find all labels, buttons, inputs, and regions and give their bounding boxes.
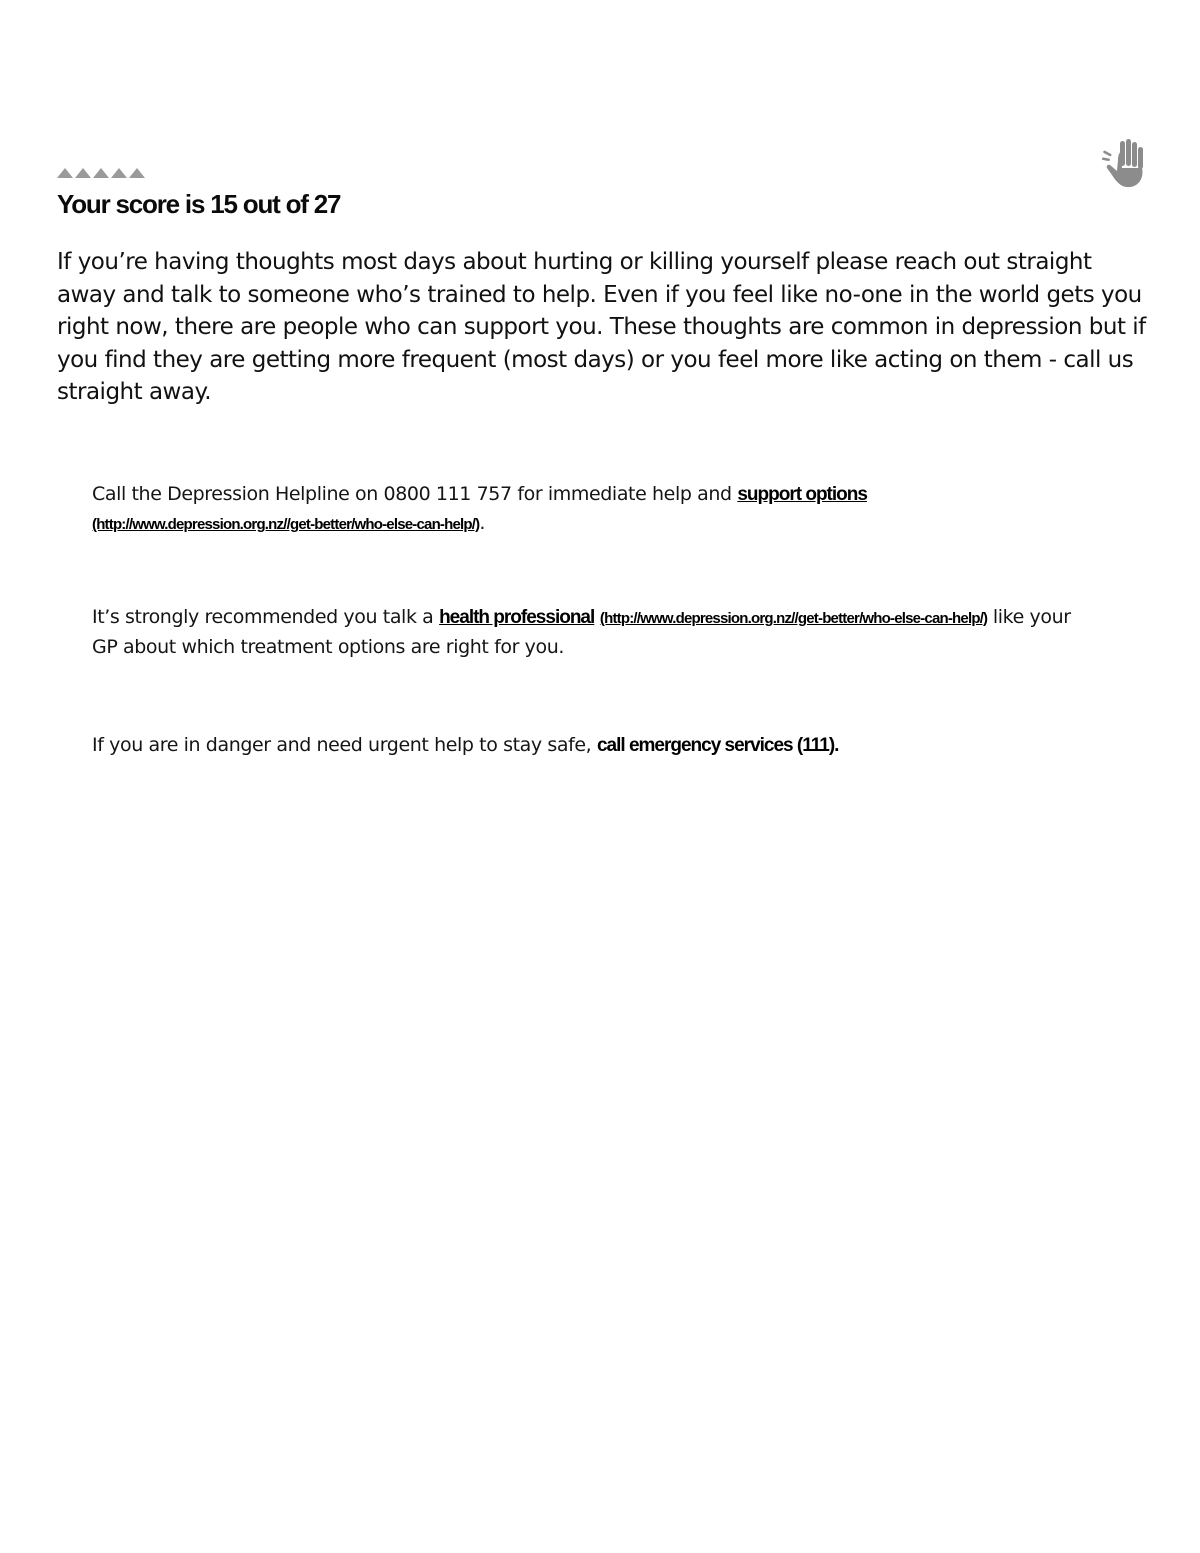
health-professional-url[interactable]: (http://www.depression.org.nz//get-better/who-else-can-help/) (599, 610, 988, 627)
support-options-link[interactable]: support options (737, 484, 867, 505)
triangle-icon (93, 168, 109, 178)
score-title: Your score is 15 out of 27 (57, 189, 341, 219)
helpline-text: Call the Depression Helpline on 0800 111 757 for immediate help and (92, 483, 738, 505)
triangle-icon (75, 168, 91, 178)
intro-paragraph: If you’re having thoughts most days about hurting or killing yourself please reach out straight away and talk to someone who’s trained to help. Even if you feel like no-one in the world gets you right now, there are people who can support you. These thoughts are common in depression but if you find they are getting more frequent (most days) or you feel more like acting on them - call us straight away. (57, 249, 1146, 405)
triangle-row-icon (57, 168, 145, 178)
professional-text-after: like your GP about which treatment options are right for you. (92, 606, 1071, 658)
helpline-paragraph (92, 480, 1092, 539)
triangle-icon (111, 168, 127, 178)
triangle-icon (57, 168, 73, 178)
emergency-paragraph (92, 731, 1092, 760)
emergency-text: If you are in danger and need urgent help to stay safe, (92, 734, 597, 756)
triangle-icon (129, 168, 145, 178)
support-options-url[interactable]: (http://www.depression.org.nz//get-better/who-else-can-help/) (92, 516, 480, 533)
health-professional-link[interactable]: health professional (439, 607, 595, 628)
emergency-services-text: call emergency services (111). (596, 735, 839, 756)
professional-text: It’s strongly recommended you talk a (92, 606, 440, 628)
professional-paragraph (92, 603, 1092, 661)
helpline-period: . (479, 512, 485, 534)
hand-wave-icon (1100, 138, 1150, 190)
